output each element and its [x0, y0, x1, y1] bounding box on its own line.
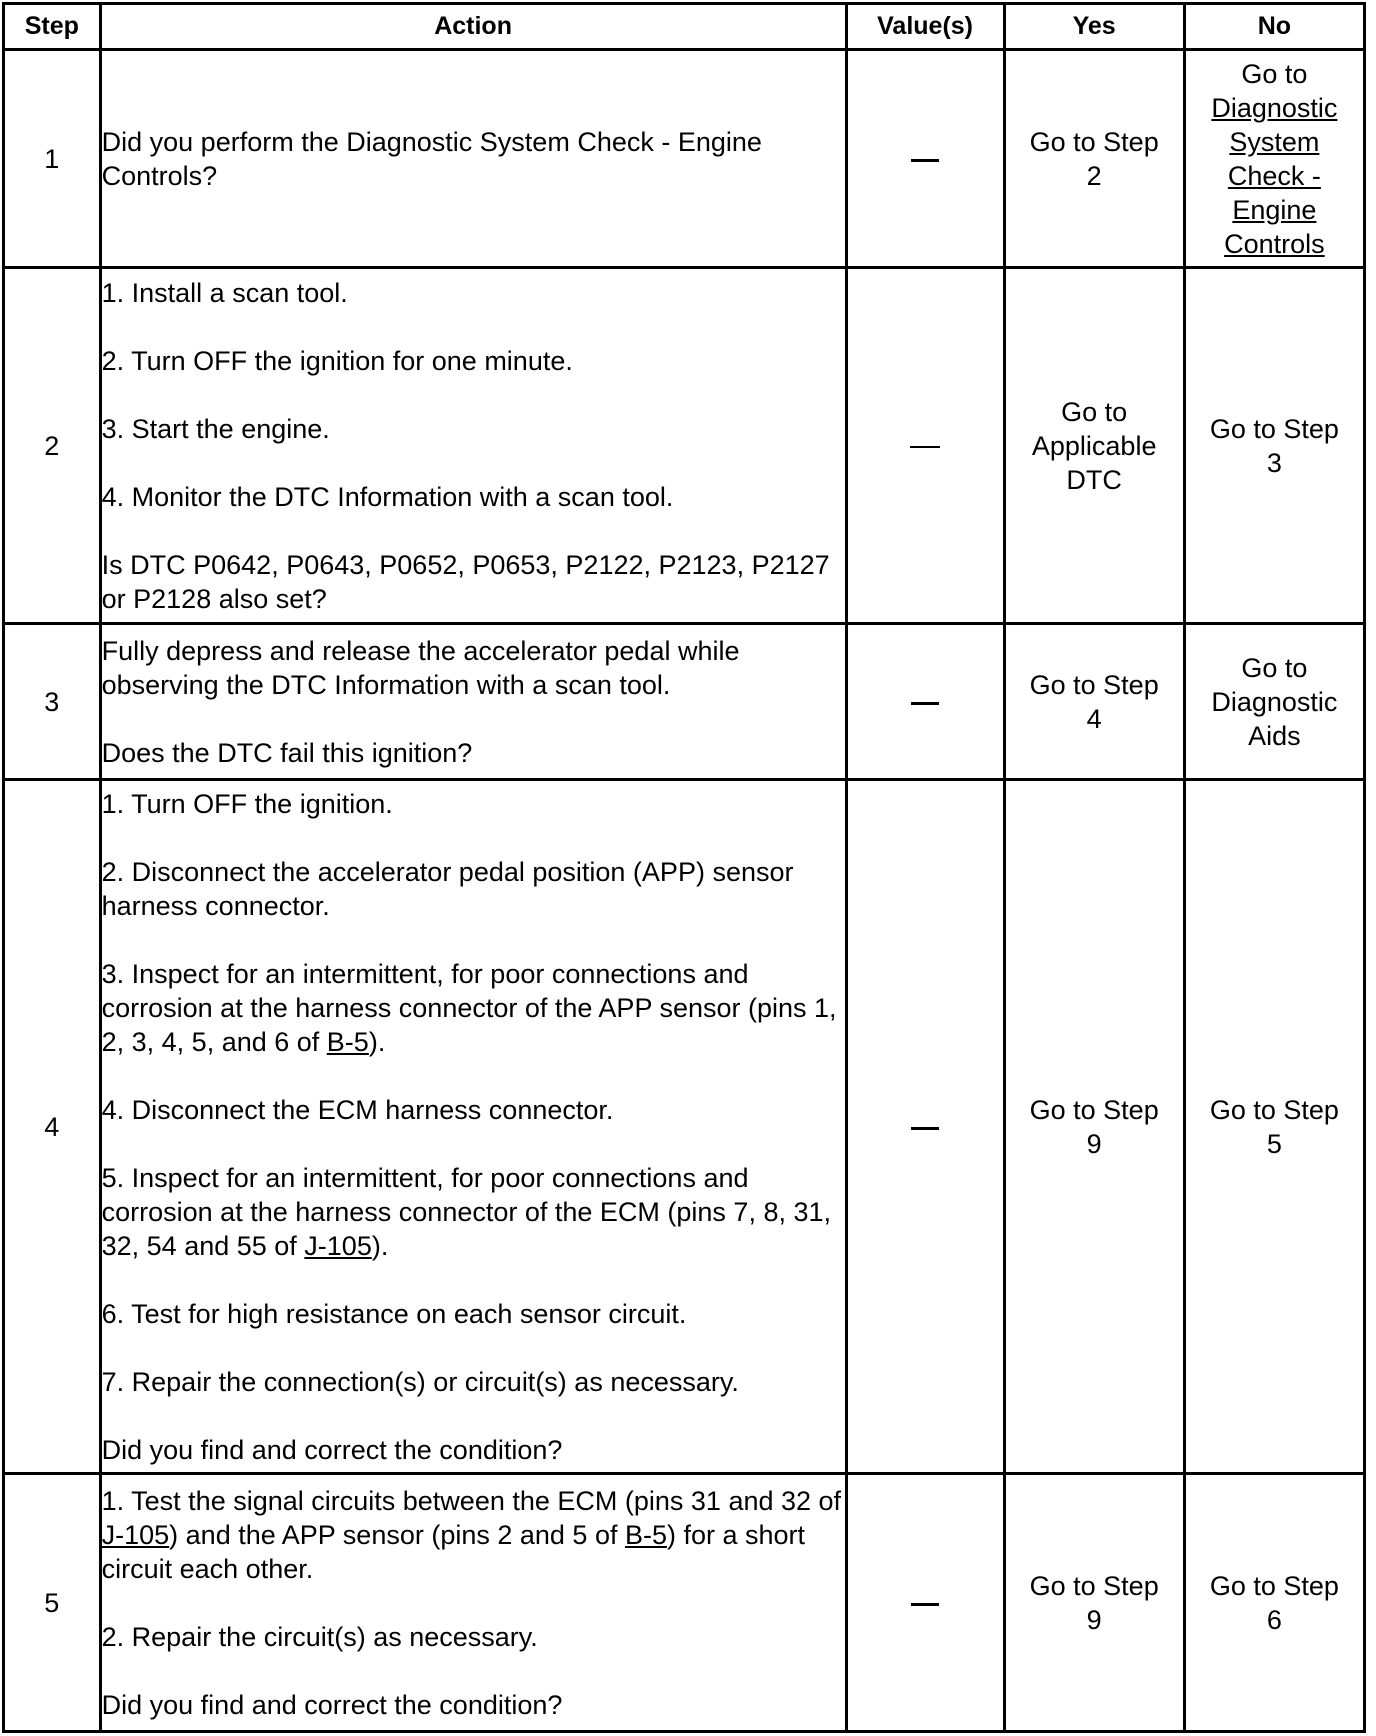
action-question: Is DTC P0642, P0643, P0652, P0653, P2122, P2123, P2127 or P2128 also set?	[101, 549, 830, 614]
connector-j105-link[interactable]: J-105	[304, 1230, 372, 1261]
table-row	[4, 780, 1365, 1474]
link-text[interactable]: System	[1229, 126, 1320, 157]
header-values: Value(s)	[846, 4, 1004, 50]
action-question: Did you find and correct the condition?	[101, 1434, 563, 1465]
yes-cell	[1004, 624, 1184, 780]
value-cell	[846, 780, 1004, 1474]
yes-step-number: 9	[1086, 1128, 1102, 1159]
value-cell	[846, 268, 1004, 624]
action-cell	[100, 50, 846, 268]
step-number: 2	[4, 268, 101, 624]
header-row	[4, 4, 1365, 50]
action-text: Did you perform the Diagnostic System Check - Engine Controls?	[101, 126, 762, 191]
action-text: 1. Install a scan tool.	[101, 277, 348, 308]
yes-text: Applicable	[1031, 430, 1157, 461]
action-question: Did you find and correct the condition?	[101, 1689, 563, 1720]
header-step: Step	[4, 4, 101, 50]
value-cell	[846, 50, 1004, 268]
link-text[interactable]: Check -	[1227, 160, 1321, 191]
no-text: Go to Step	[1209, 413, 1339, 444]
action-cell	[100, 780, 846, 1474]
value-dash	[910, 446, 940, 448]
diagnostic-system-check-link[interactable]	[1186, 91, 1363, 261]
step-number: 4	[4, 780, 101, 1474]
diagnostic-table	[2, 2, 1366, 1733]
action-cell	[100, 268, 846, 624]
action-text-part: ).	[371, 1230, 389, 1261]
action-cell	[100, 1474, 846, 1732]
action-text-part: 1. Test the signal circuits between the ECM (pins 31 and 32 of	[101, 1485, 842, 1516]
no-text: Go to Step	[1209, 1570, 1339, 1601]
connector-j105-link[interactable]: J-105	[101, 1519, 170, 1550]
yes-text: Go to Step	[1029, 1094, 1159, 1125]
yes-step-number: 2	[1086, 160, 1102, 191]
no-step-number: 5	[1266, 1128, 1282, 1159]
yes-cell	[1004, 1474, 1184, 1732]
yes-text: Go to Step	[1029, 669, 1159, 700]
connector-b5-link[interactable]: B-5	[624, 1519, 667, 1550]
value-dash	[911, 702, 939, 705]
value-cell	[846, 1474, 1004, 1732]
action-text-part: ) and the APP sensor (pins 2 and 5 of	[169, 1519, 625, 1550]
no-cell	[1184, 1474, 1364, 1732]
step-number: 5	[4, 1474, 101, 1732]
no-cell	[1184, 50, 1364, 268]
table-row	[4, 1474, 1365, 1732]
action-text: 2. Repair the circuit(s) as necessary.	[101, 1621, 538, 1652]
value-dash	[911, 1127, 939, 1130]
action-text-part: ).	[368, 1026, 386, 1057]
action-text-part: 3. Inspect for an intermittent, for poor connections and corrosion at the harness connector of the APP sensor (pins 1, 2, 3, 4, 5, and 6 of	[101, 958, 837, 1057]
header-yes: Yes	[1004, 4, 1184, 50]
no-text: Go to	[1241, 652, 1308, 683]
action-text: 4. Disconnect the ECM harness connector.	[101, 1094, 614, 1125]
value-dash	[911, 159, 939, 162]
action-text: 2. Turn OFF the ignition for one minute.	[101, 345, 573, 376]
action-text: 7. Repair the connection(s) or circuit(s) as necessary.	[101, 1366, 739, 1397]
action-text: 4. Monitor the DTC Information with a scan tool.	[101, 481, 674, 512]
action-cell	[100, 624, 846, 780]
header-no: No	[1184, 4, 1364, 50]
action-text	[102, 1484, 845, 1586]
action-text: Fully depress and release the accelerator pedal while observing the DTC Information with a scan tool.	[101, 635, 740, 700]
table-row	[4, 624, 1365, 780]
yes-text: DTC	[1066, 464, 1122, 495]
no-step-number: 3	[1266, 447, 1282, 478]
no-cell	[1184, 624, 1364, 780]
no-cell	[1184, 780, 1364, 1474]
no-text: Go to	[1241, 58, 1308, 89]
link-text[interactable]: Diagnostic	[1211, 92, 1338, 123]
no-text: Aids	[1248, 720, 1301, 751]
no-text: Diagnostic	[1211, 686, 1338, 717]
step-number: 3	[4, 624, 101, 780]
value-cell	[846, 624, 1004, 780]
table-row	[4, 268, 1365, 624]
action-text: 3. Start the engine.	[101, 413, 330, 444]
yes-step-number: 9	[1086, 1604, 1102, 1635]
yes-step-number: 4	[1086, 703, 1102, 734]
yes-cell	[1004, 50, 1184, 268]
no-cell	[1184, 268, 1364, 624]
yes-text: Go to Step	[1029, 1570, 1159, 1601]
action-text: 1. Turn OFF the ignition.	[101, 788, 393, 819]
action-text: 6. Test for high resistance on each sensor circuit.	[101, 1298, 687, 1329]
yes-cell	[1004, 268, 1184, 624]
step-number: 1	[4, 50, 101, 268]
header-action: Action	[100, 4, 846, 50]
table-row	[4, 50, 1365, 268]
yes-text: Go to	[1061, 396, 1128, 427]
action-text: 2. Disconnect the accelerator pedal position (APP) sensor harness connector.	[101, 856, 794, 921]
action-question: Does the DTC fail this ignition?	[101, 737, 473, 768]
action-text-part: 5. Inspect for an intermittent, for poor connections and corrosion at the harness connector of the ECM (pins 7, 8, 31, 32, 54 and 55 of	[101, 1162, 832, 1261]
no-step-number: 6	[1266, 1604, 1282, 1635]
no-text: Go to Step	[1209, 1094, 1339, 1125]
action-text-part: ) for a short circuit each other.	[101, 1519, 806, 1584]
link-text[interactable]: Engine	[1232, 194, 1317, 225]
yes-text: Go to Step	[1029, 126, 1159, 157]
link-text[interactable]: Controls	[1224, 228, 1325, 259]
yes-cell	[1004, 780, 1184, 1474]
value-dash	[911, 1603, 939, 1606]
connector-b5-link[interactable]: B-5	[326, 1026, 369, 1057]
action-text	[102, 1161, 845, 1263]
action-text	[102, 957, 845, 1059]
